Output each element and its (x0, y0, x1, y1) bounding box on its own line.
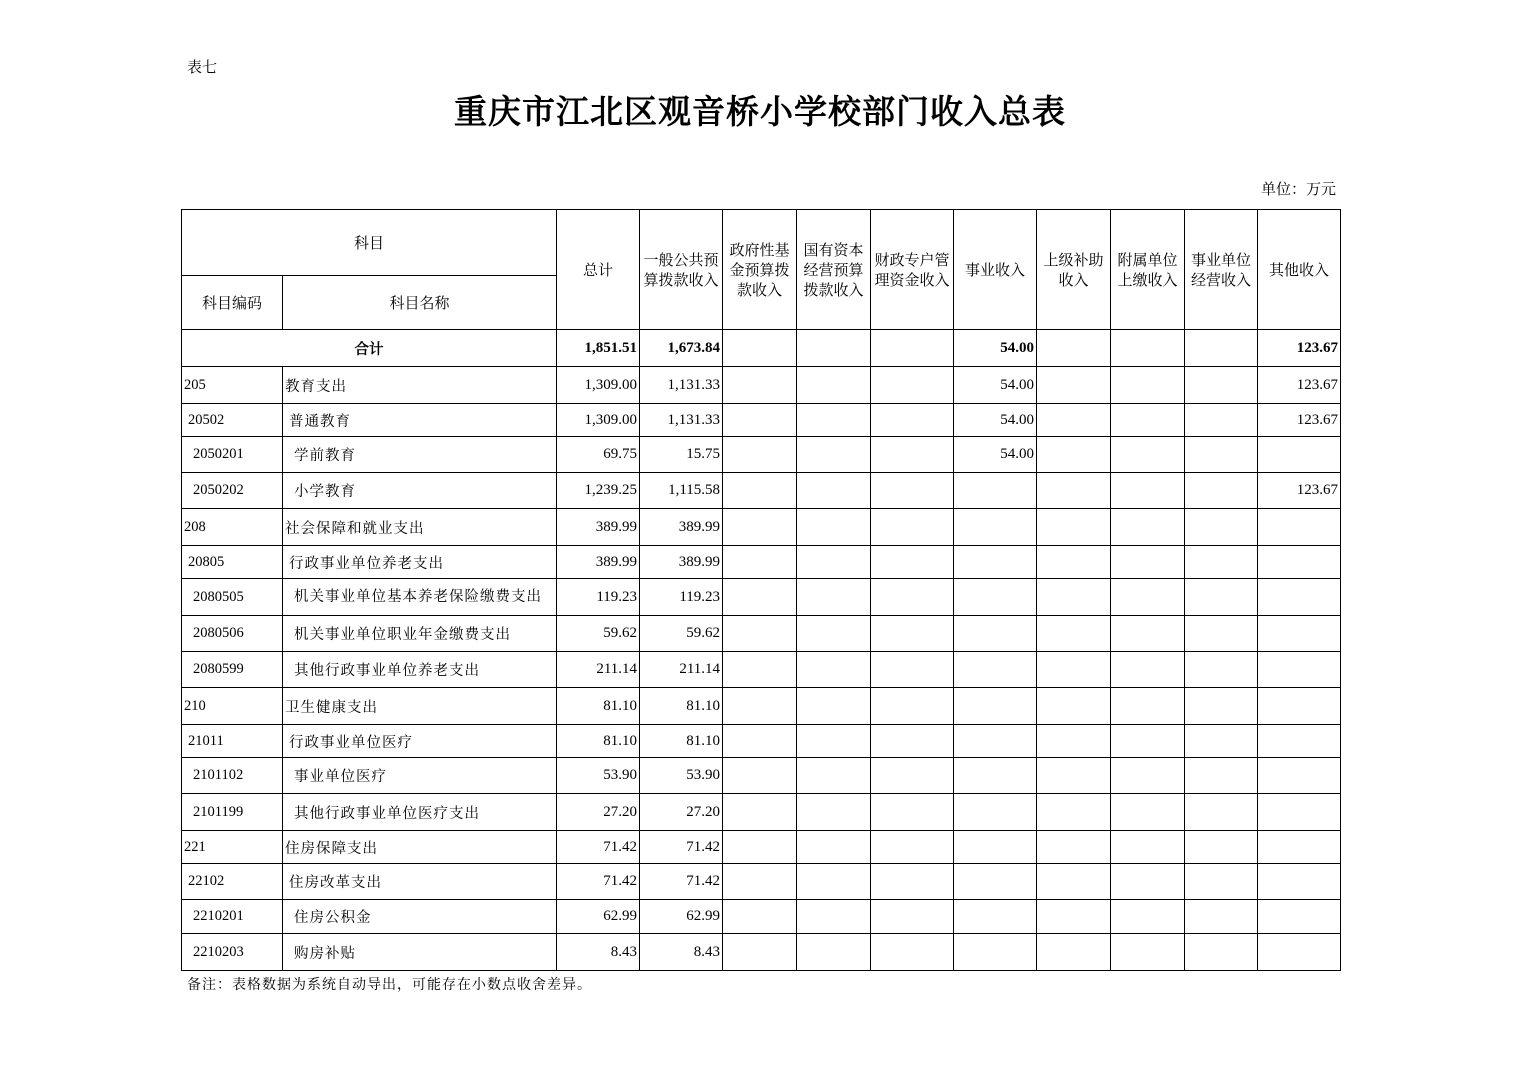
row-name: 教育支出 (283, 367, 557, 404)
row-state-capital (797, 688, 871, 725)
row-fiscal-special (871, 404, 954, 437)
row-code: 2050202 (182, 473, 283, 509)
row-fiscal-special (871, 864, 954, 900)
row-general: 53.90 (640, 758, 723, 794)
header-state-capital: 国有资本经营预算拨款收入 (797, 210, 871, 330)
row-affiliated (1111, 758, 1185, 794)
row-affiliated (1111, 509, 1185, 546)
header-code: 科目编码 (182, 276, 283, 330)
row-superior (1037, 404, 1111, 437)
row-other (1258, 616, 1341, 652)
table-number: 表七 (187, 58, 218, 76)
row-operating (1185, 367, 1258, 404)
row-name: 行政事业单位养老支出 (283, 546, 557, 579)
row-business (954, 579, 1037, 616)
total-fund (723, 330, 797, 367)
header-fiscal-special: 财政专户管理资金收入 (871, 210, 954, 330)
total-superior (1037, 330, 1111, 367)
total-row (182, 330, 1341, 367)
row-other (1258, 934, 1341, 971)
header-other-income: 其他收入 (1258, 210, 1341, 330)
header-subject: 科目 (182, 210, 557, 276)
table-row (182, 367, 1341, 404)
row-fund (723, 546, 797, 579)
row-state-capital (797, 831, 871, 864)
row-operating (1185, 934, 1258, 971)
table-row (182, 725, 1341, 758)
row-operating (1185, 509, 1258, 546)
row-code: 210 (182, 688, 283, 725)
row-fund (723, 864, 797, 900)
row-general: 119.23 (640, 579, 723, 616)
total-sum: 1,851.51 (557, 330, 640, 367)
row-state-capital (797, 616, 871, 652)
row-affiliated (1111, 725, 1185, 758)
row-total: 1,239.25 (557, 473, 640, 509)
header-general-budget: 一般公共预算拨款收入 (640, 210, 723, 330)
row-total: 8.43 (557, 934, 640, 971)
row-fund (723, 794, 797, 831)
row-code: 2210203 (182, 934, 283, 971)
row-code: 2080599 (182, 652, 283, 688)
row-affiliated (1111, 794, 1185, 831)
row-general: 389.99 (640, 509, 723, 546)
row-superior (1037, 509, 1111, 546)
table-row (182, 546, 1341, 579)
row-operating (1185, 546, 1258, 579)
row-operating (1185, 616, 1258, 652)
row-fiscal-special (871, 688, 954, 725)
header-operating-income: 事业单位经营收入 (1185, 210, 1258, 330)
row-fund (723, 437, 797, 473)
row-other (1258, 864, 1341, 900)
row-operating (1185, 725, 1258, 758)
row-fund (723, 579, 797, 616)
row-total: 1,309.00 (557, 404, 640, 437)
table-row (182, 831, 1341, 864)
row-affiliated (1111, 404, 1185, 437)
row-other (1258, 794, 1341, 831)
row-fiscal-special (871, 725, 954, 758)
row-state-capital (797, 864, 871, 900)
table-row (182, 864, 1341, 900)
row-affiliated (1111, 616, 1185, 652)
row-other (1258, 758, 1341, 794)
row-general: 1,131.33 (640, 404, 723, 437)
row-fiscal-special (871, 473, 954, 509)
row-superior (1037, 864, 1111, 900)
row-business (954, 509, 1037, 546)
row-state-capital (797, 934, 871, 971)
row-affiliated (1111, 934, 1185, 971)
row-operating (1185, 758, 1258, 794)
row-business (954, 546, 1037, 579)
row-affiliated (1111, 473, 1185, 509)
table-row (182, 688, 1341, 725)
table-row (182, 473, 1341, 509)
row-business (954, 864, 1037, 900)
row-operating (1185, 831, 1258, 864)
row-code: 205 (182, 367, 283, 404)
row-state-capital (797, 546, 871, 579)
row-state-capital (797, 725, 871, 758)
row-affiliated (1111, 900, 1185, 934)
table-row (182, 652, 1341, 688)
row-other: 123.67 (1258, 404, 1341, 437)
row-fiscal-special (871, 367, 954, 404)
row-name: 卫生健康支出 (283, 688, 557, 725)
row-name: 学前教育 (283, 437, 557, 473)
row-code: 2080506 (182, 616, 283, 652)
row-total: 1,309.00 (557, 367, 640, 404)
row-operating (1185, 473, 1258, 509)
row-business: 54.00 (954, 404, 1037, 437)
total-label: 合计 (182, 330, 557, 367)
header-business-income: 事业收入 (954, 210, 1037, 330)
row-fiscal-special (871, 794, 954, 831)
table-row (182, 758, 1341, 794)
row-fund (723, 473, 797, 509)
row-affiliated (1111, 546, 1185, 579)
row-operating (1185, 652, 1258, 688)
header-total: 总计 (557, 210, 640, 330)
table-row (182, 437, 1341, 473)
row-general: 8.43 (640, 934, 723, 971)
row-code: 20805 (182, 546, 283, 579)
row-name: 其他行政事业单位养老支出 (283, 652, 557, 688)
row-state-capital (797, 794, 871, 831)
row-name: 普通教育 (283, 404, 557, 437)
row-name: 住房公积金 (283, 900, 557, 934)
row-code: 2101102 (182, 758, 283, 794)
row-superior (1037, 900, 1111, 934)
row-total: 211.14 (557, 652, 640, 688)
row-business: 54.00 (954, 367, 1037, 404)
row-total: 389.99 (557, 509, 640, 546)
row-total: 71.42 (557, 864, 640, 900)
row-code: 221 (182, 831, 283, 864)
header-fund-budget: 政府性基金预算拨款收入 (723, 210, 797, 330)
row-code: 21011 (182, 725, 283, 758)
row-general: 15.75 (640, 437, 723, 473)
table-row (182, 404, 1341, 437)
footnote: 备注：表格数据为系统自动导出，可能存在小数点收舍差异。 (187, 977, 592, 993)
row-fund (723, 900, 797, 934)
row-affiliated (1111, 864, 1185, 900)
row-general: 27.20 (640, 794, 723, 831)
row-other (1258, 831, 1341, 864)
row-fiscal-special (871, 652, 954, 688)
row-general: 71.42 (640, 831, 723, 864)
row-fiscal-special (871, 437, 954, 473)
row-general: 71.42 (640, 864, 723, 900)
row-affiliated (1111, 652, 1185, 688)
row-business (954, 934, 1037, 971)
unit-label: 单位：万元 (1260, 180, 1336, 198)
row-name: 购房补贴 (283, 934, 557, 971)
row-state-capital (797, 758, 871, 794)
row-affiliated (1111, 579, 1185, 616)
row-total: 69.75 (557, 437, 640, 473)
row-code: 2101199 (182, 794, 283, 831)
row-affiliated (1111, 688, 1185, 725)
row-code: 208 (182, 509, 283, 546)
header-affiliated-income: 附属单位上缴收入 (1111, 210, 1185, 330)
page-title: 重庆市江北区观音桥小学校部门收入总表 (454, 92, 1066, 131)
row-fund (723, 831, 797, 864)
row-total: 389.99 (557, 546, 640, 579)
row-name: 行政事业单位医疗 (283, 725, 557, 758)
row-business (954, 900, 1037, 934)
row-fiscal-special (871, 934, 954, 971)
row-state-capital (797, 900, 871, 934)
row-fiscal-special (871, 900, 954, 934)
row-fund (723, 404, 797, 437)
row-business (954, 831, 1037, 864)
total-business: 54.00 (954, 330, 1037, 367)
row-fund (723, 616, 797, 652)
row-other (1258, 652, 1341, 688)
table-row (182, 900, 1341, 934)
row-operating (1185, 864, 1258, 900)
row-superior (1037, 367, 1111, 404)
header-name: 科目名称 (283, 276, 557, 330)
row-superior (1037, 794, 1111, 831)
row-fiscal-special (871, 546, 954, 579)
total-general: 1,673.84 (640, 330, 723, 367)
row-state-capital (797, 367, 871, 404)
row-total: 62.99 (557, 900, 640, 934)
row-other (1258, 579, 1341, 616)
row-name: 机关事业单位基本养老保险缴费支出 (283, 579, 557, 616)
row-state-capital (797, 404, 871, 437)
total-affiliated (1111, 330, 1185, 367)
row-affiliated (1111, 437, 1185, 473)
row-general: 211.14 (640, 652, 723, 688)
row-business (954, 794, 1037, 831)
row-operating (1185, 900, 1258, 934)
row-business (954, 725, 1037, 758)
row-total: 71.42 (557, 831, 640, 864)
row-total: 53.90 (557, 758, 640, 794)
row-operating (1185, 579, 1258, 616)
row-operating (1185, 794, 1258, 831)
row-code: 22102 (182, 864, 283, 900)
row-superior (1037, 688, 1111, 725)
row-other (1258, 546, 1341, 579)
row-fiscal-special (871, 616, 954, 652)
row-name: 住房改革支出 (283, 864, 557, 900)
row-general: 1,115.58 (640, 473, 723, 509)
row-superior (1037, 652, 1111, 688)
row-name: 机关事业单位职业年金缴费支出 (283, 616, 557, 652)
row-other (1258, 900, 1341, 934)
row-name: 其他行政事业单位医疗支出 (283, 794, 557, 831)
row-name: 事业单位医疗 (283, 758, 557, 794)
row-general: 62.99 (640, 900, 723, 934)
row-affiliated (1111, 367, 1185, 404)
row-operating (1185, 437, 1258, 473)
row-other: 123.67 (1258, 367, 1341, 404)
row-fund (723, 725, 797, 758)
row-fiscal-special (871, 509, 954, 546)
table-row (182, 934, 1341, 971)
row-code: 2080505 (182, 579, 283, 616)
row-total: 81.10 (557, 688, 640, 725)
row-fund (723, 509, 797, 546)
row-state-capital (797, 509, 871, 546)
total-state-capital (797, 330, 871, 367)
row-general: 81.10 (640, 725, 723, 758)
row-code: 2210201 (182, 900, 283, 934)
row-superior (1037, 616, 1111, 652)
row-code: 20502 (182, 404, 283, 437)
total-other: 123.67 (1258, 330, 1341, 367)
row-business (954, 473, 1037, 509)
row-operating (1185, 404, 1258, 437)
header-superior-subsidy: 上级补助收入 (1037, 210, 1111, 330)
total-fiscal-special (871, 330, 954, 367)
row-business: 54.00 (954, 437, 1037, 473)
row-superior (1037, 831, 1111, 864)
row-other: 123.67 (1258, 473, 1341, 509)
table-row (182, 579, 1341, 616)
table-row (182, 509, 1341, 546)
row-code: 2050201 (182, 437, 283, 473)
row-state-capital (797, 652, 871, 688)
row-superior (1037, 725, 1111, 758)
row-fund (723, 652, 797, 688)
total-operating (1185, 330, 1258, 367)
row-fund (723, 367, 797, 404)
row-total: 81.10 (557, 725, 640, 758)
row-name: 小学教育 (283, 473, 557, 509)
row-general: 389.99 (640, 546, 723, 579)
row-fiscal-special (871, 579, 954, 616)
row-operating (1185, 688, 1258, 725)
row-other (1258, 509, 1341, 546)
row-general: 81.10 (640, 688, 723, 725)
row-superior (1037, 437, 1111, 473)
row-superior (1037, 546, 1111, 579)
row-general: 59.62 (640, 616, 723, 652)
row-business (954, 616, 1037, 652)
row-business (954, 758, 1037, 794)
row-fiscal-special (871, 831, 954, 864)
row-business (954, 652, 1037, 688)
row-superior (1037, 473, 1111, 509)
row-name: 住房保障支出 (283, 831, 557, 864)
row-general: 1,131.33 (640, 367, 723, 404)
row-superior (1037, 579, 1111, 616)
row-business (954, 688, 1037, 725)
income-summary-table (181, 209, 1341, 971)
row-affiliated (1111, 831, 1185, 864)
row-superior (1037, 934, 1111, 971)
table-row (182, 616, 1341, 652)
row-superior (1037, 758, 1111, 794)
table-row (182, 794, 1341, 831)
row-other (1258, 437, 1341, 473)
row-state-capital (797, 437, 871, 473)
row-total: 59.62 (557, 616, 640, 652)
row-total: 119.23 (557, 579, 640, 616)
row-other (1258, 688, 1341, 725)
row-state-capital (797, 579, 871, 616)
row-fund (723, 934, 797, 971)
row-fiscal-special (871, 758, 954, 794)
row-total: 27.20 (557, 794, 640, 831)
row-fund (723, 688, 797, 725)
row-state-capital (797, 473, 871, 509)
row-fund (723, 758, 797, 794)
row-name: 社会保障和就业支出 (283, 509, 557, 546)
row-other (1258, 725, 1341, 758)
